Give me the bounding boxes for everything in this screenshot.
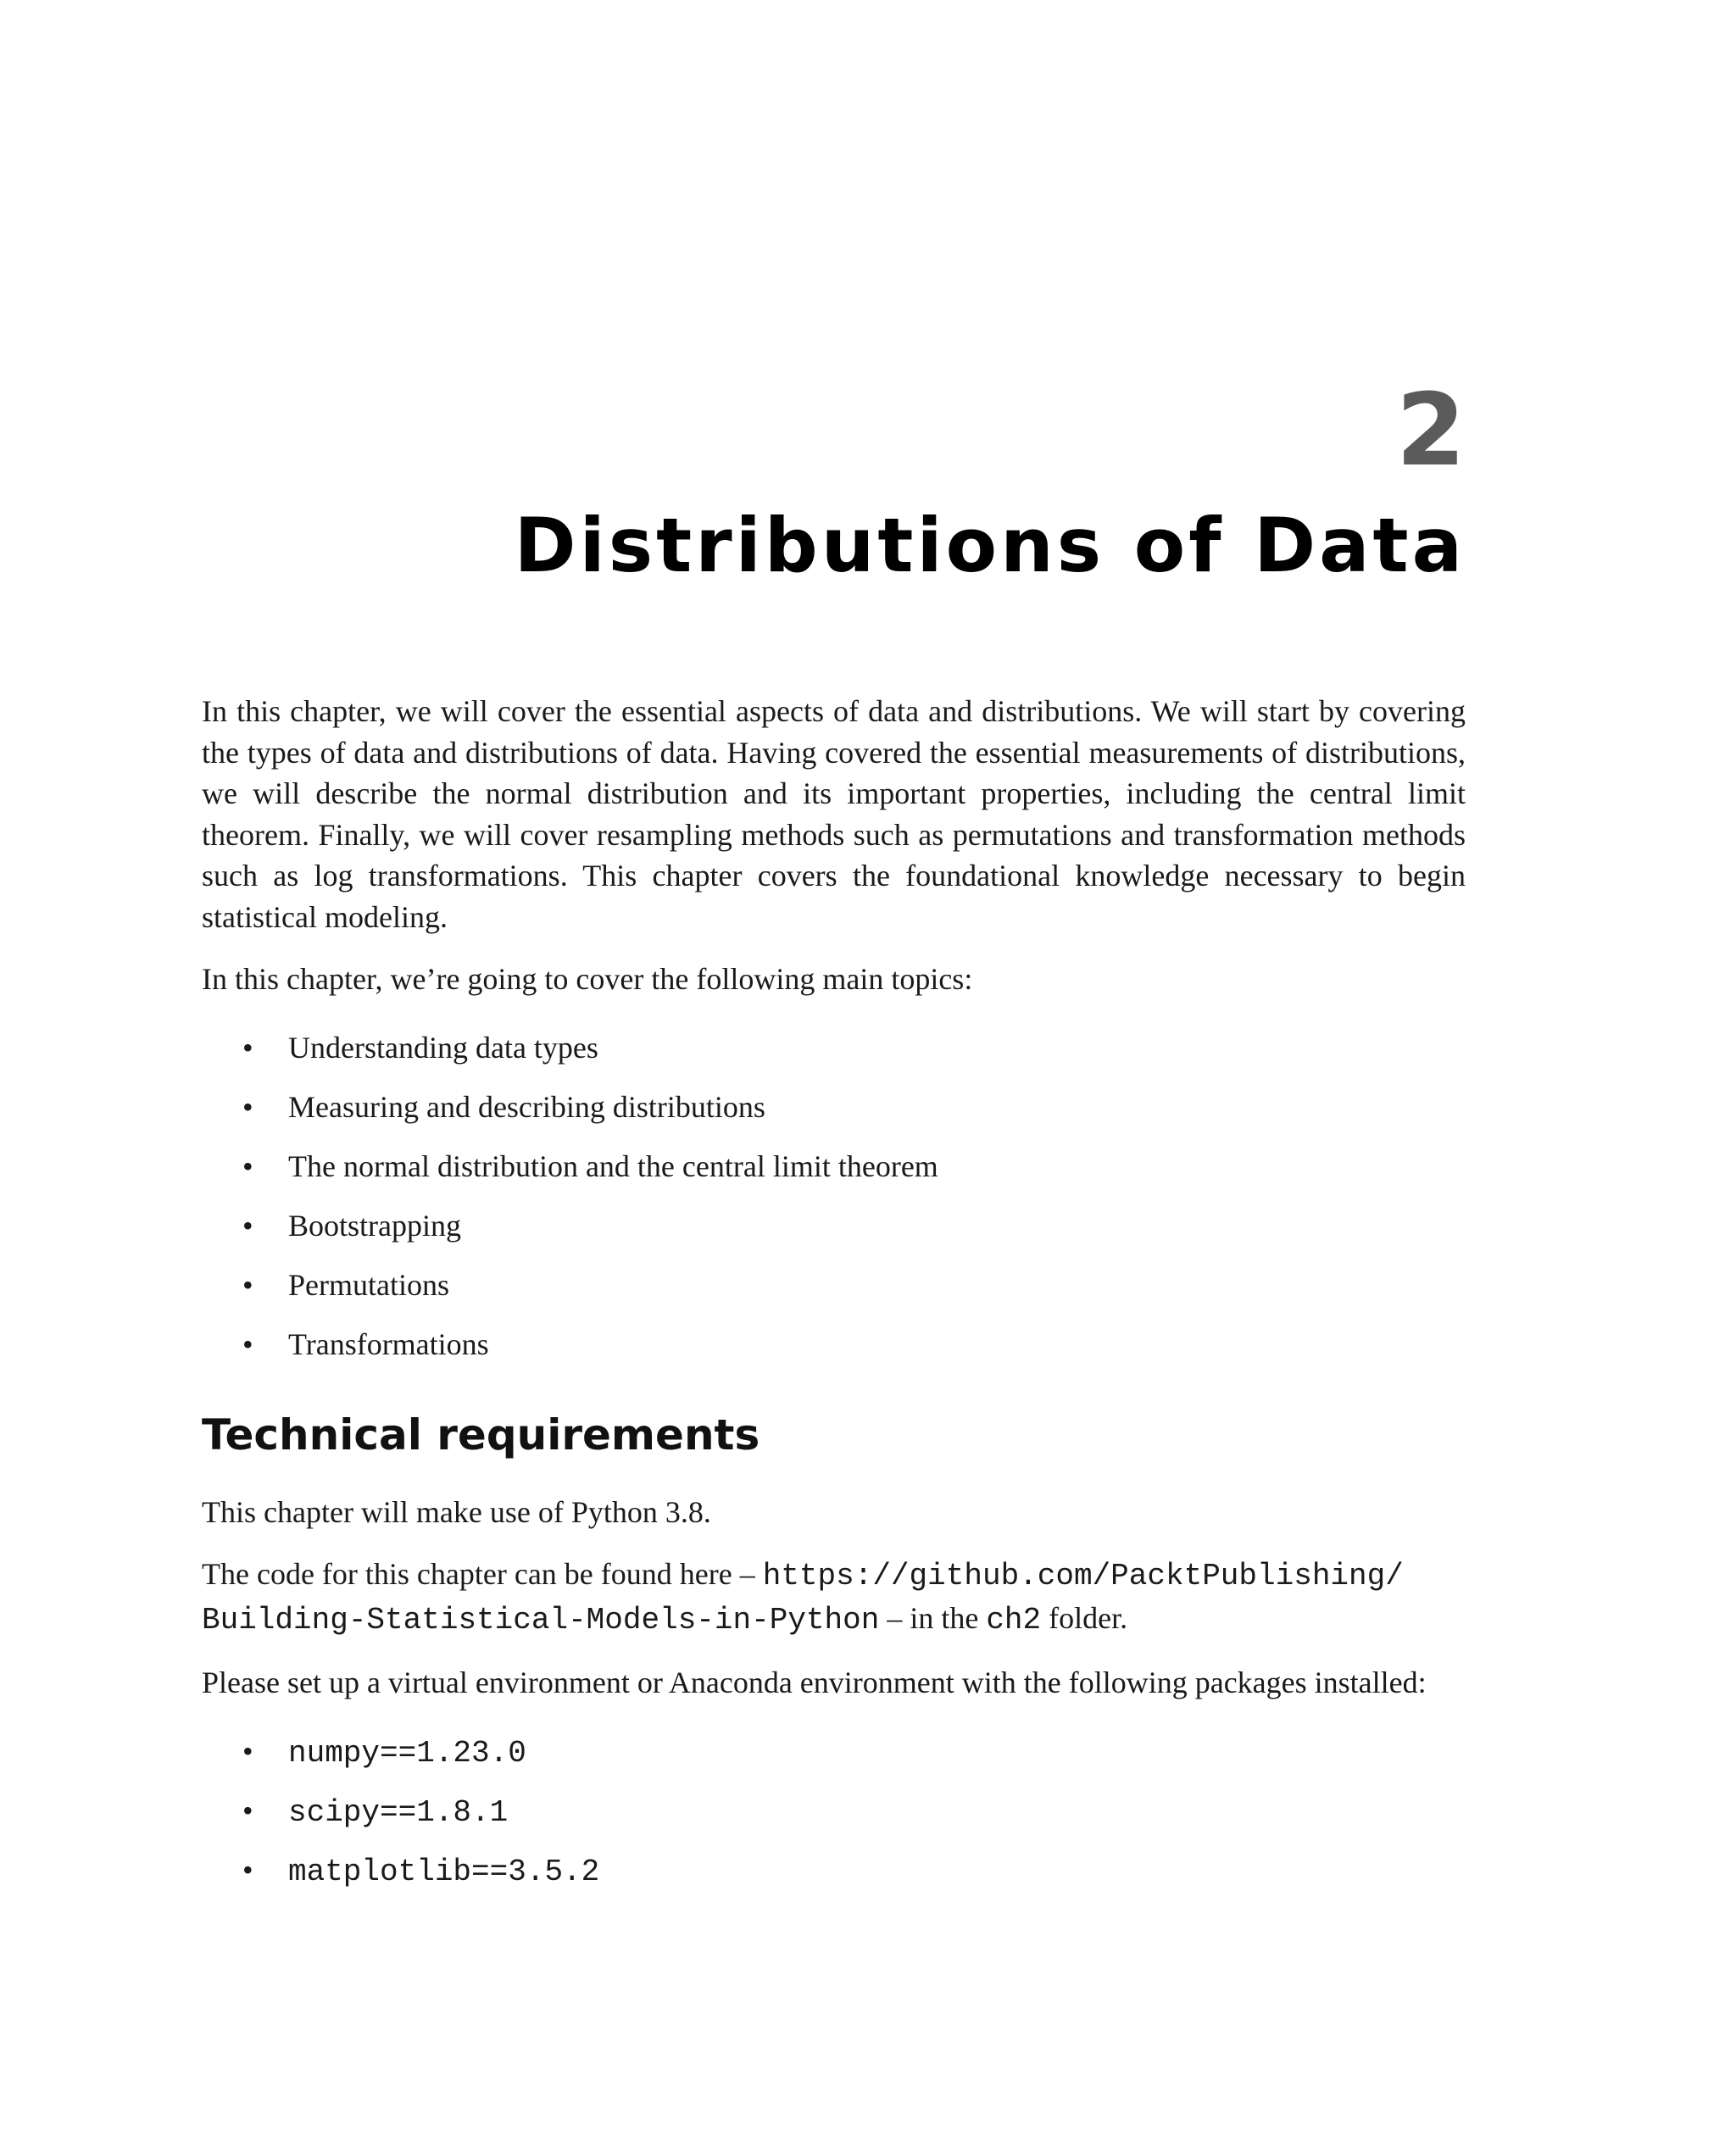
repo-url-link[interactable]: https://github.com/PacktPublishing/ (762, 1559, 1404, 1593)
list-item (202, 1731, 1466, 1790)
bullet-icon: • (242, 1148, 253, 1183)
packages-list (202, 1731, 1466, 1909)
list-item (202, 1790, 1466, 1849)
package-label: numpy==1.23.0 (288, 1735, 526, 1771)
folder-name: ch2 (986, 1602, 1042, 1638)
list-item (202, 1087, 1466, 1146)
bullet-icon: • (242, 1793, 253, 1827)
code-location-mid: – in the (879, 1600, 987, 1635)
section-heading-technical-requirements: Technical requirements (202, 1410, 760, 1460)
topic-label: Permutations (288, 1267, 449, 1302)
chapter-body (202, 691, 1466, 1932)
intro-paragraph: In this chapter, we will cover the essential aspects of data and distributions. We will start by covering the types of data and distributions of data. Having covered the essential measurements of distributions, we will describe the normal distribution and its important properties, including the central limit theorem. Finally, we will cover resampling methods such as permutations and transformation methods such as log transformations. This chapter covers the foundational knowledge necessary to begin statistical modeling. (202, 694, 1466, 934)
code-location-prefix: The code for this chapter can be found here – (202, 1557, 763, 1591)
bullet-icon: • (242, 1208, 253, 1243)
package-label: matplotlib==3.5.2 (288, 1854, 600, 1889)
bullet-icon: • (242, 1326, 253, 1361)
list-item (202, 1146, 1466, 1205)
bullet-icon: • (242, 1089, 253, 1124)
topic-label: The normal distribution and the central limit theorem (288, 1148, 938, 1183)
topic-label: Transformations (288, 1326, 489, 1361)
package-label: scipy==1.8.1 (288, 1794, 509, 1830)
topics-list (202, 1027, 1466, 1383)
list-item (202, 1265, 1466, 1324)
repo-name-link[interactable]: Building-Statistical-Models-in-Python (202, 1602, 880, 1638)
bullet-icon: • (242, 1267, 253, 1302)
topic-label: Understanding data types (288, 1030, 598, 1065)
list-item (202, 1027, 1466, 1087)
bullet-icon: • (242, 1030, 253, 1065)
topic-label: Measuring and describing distributions (288, 1089, 765, 1124)
list-item (202, 1205, 1466, 1265)
bullet-icon: • (242, 1852, 253, 1887)
code-location-suffix: folder. (1041, 1600, 1128, 1635)
list-item (202, 1849, 1466, 1909)
chapter-title: Distributions of Data (514, 502, 1466, 589)
bullet-icon: • (242, 1733, 253, 1768)
topics-intro: In this chapter, we’re going to cover the following main topics: (202, 962, 973, 996)
python-version-line: This chapter will make use of Python 3.8. (202, 1494, 711, 1529)
topic-label: Bootstrapping (288, 1208, 461, 1243)
packages-intro: Please set up a virtual environment or Anaconda environment with the following packages installed: (202, 1666, 1427, 1699)
code-location-paragraph (202, 1554, 1466, 1641)
list-item (202, 1324, 1466, 1383)
chapter-number: 2 (1395, 371, 1466, 488)
